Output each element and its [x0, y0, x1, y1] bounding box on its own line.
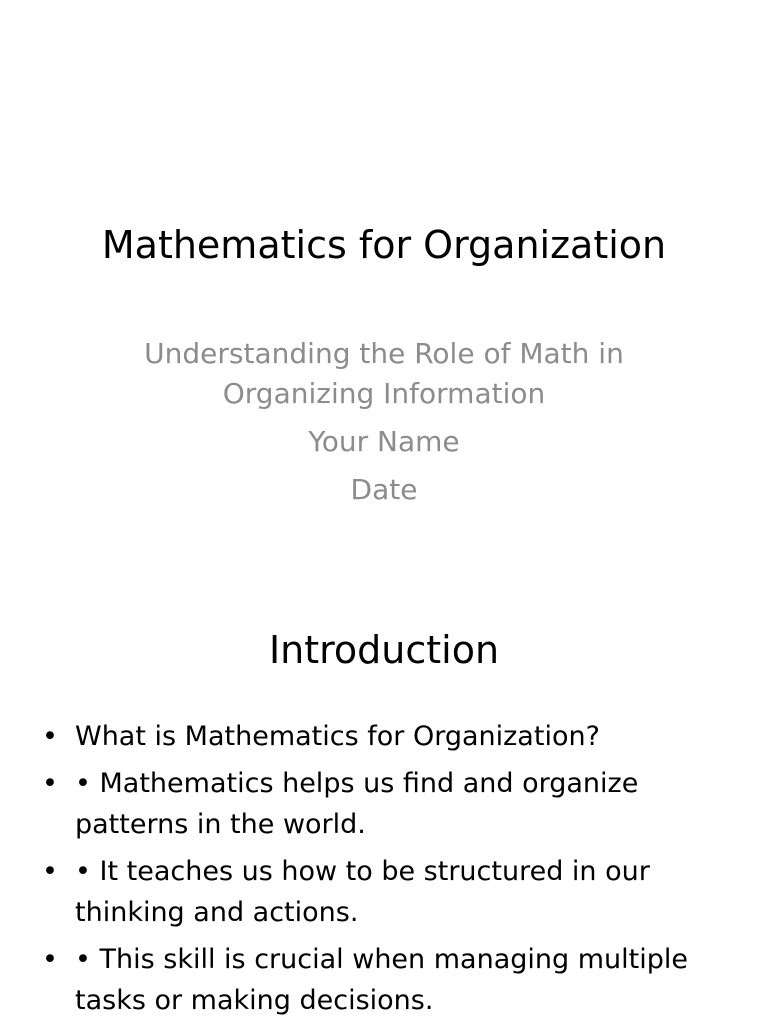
list-item	[42, 763, 722, 845]
presentation-date: Date	[350, 473, 418, 506]
bullet-text: What is Mathematics for Organization?	[75, 721, 600, 752]
bullet-marker: •	[42, 768, 58, 799]
slide-subtitle: Understanding the Role of Math in Organizing Information	[144, 337, 624, 410]
bullet-marker: •	[42, 721, 58, 752]
slide-title: Introduction	[268, 628, 500, 672]
introduction-slide	[0, 576, 768, 1024]
list-item	[42, 851, 722, 933]
subtitle-block	[110, 334, 658, 518]
bullet-marker: •	[42, 856, 58, 887]
bullet-text: • This skill is crucial when managing multiple tasks or making decisions.	[75, 944, 688, 1016]
author-name: Your Name	[308, 425, 460, 458]
bullet-list	[42, 716, 722, 1027]
bullet-text: • Mathematics helps us find and organize patterns in the world.	[75, 768, 639, 840]
list-item	[42, 939, 722, 1021]
bullet-text: • It teaches us how to be structured in our thinking and actions.	[75, 856, 650, 928]
list-item	[42, 716, 722, 757]
bullet-marker: •	[42, 944, 58, 975]
slide-title: Mathematics for Organization	[101, 223, 667, 267]
